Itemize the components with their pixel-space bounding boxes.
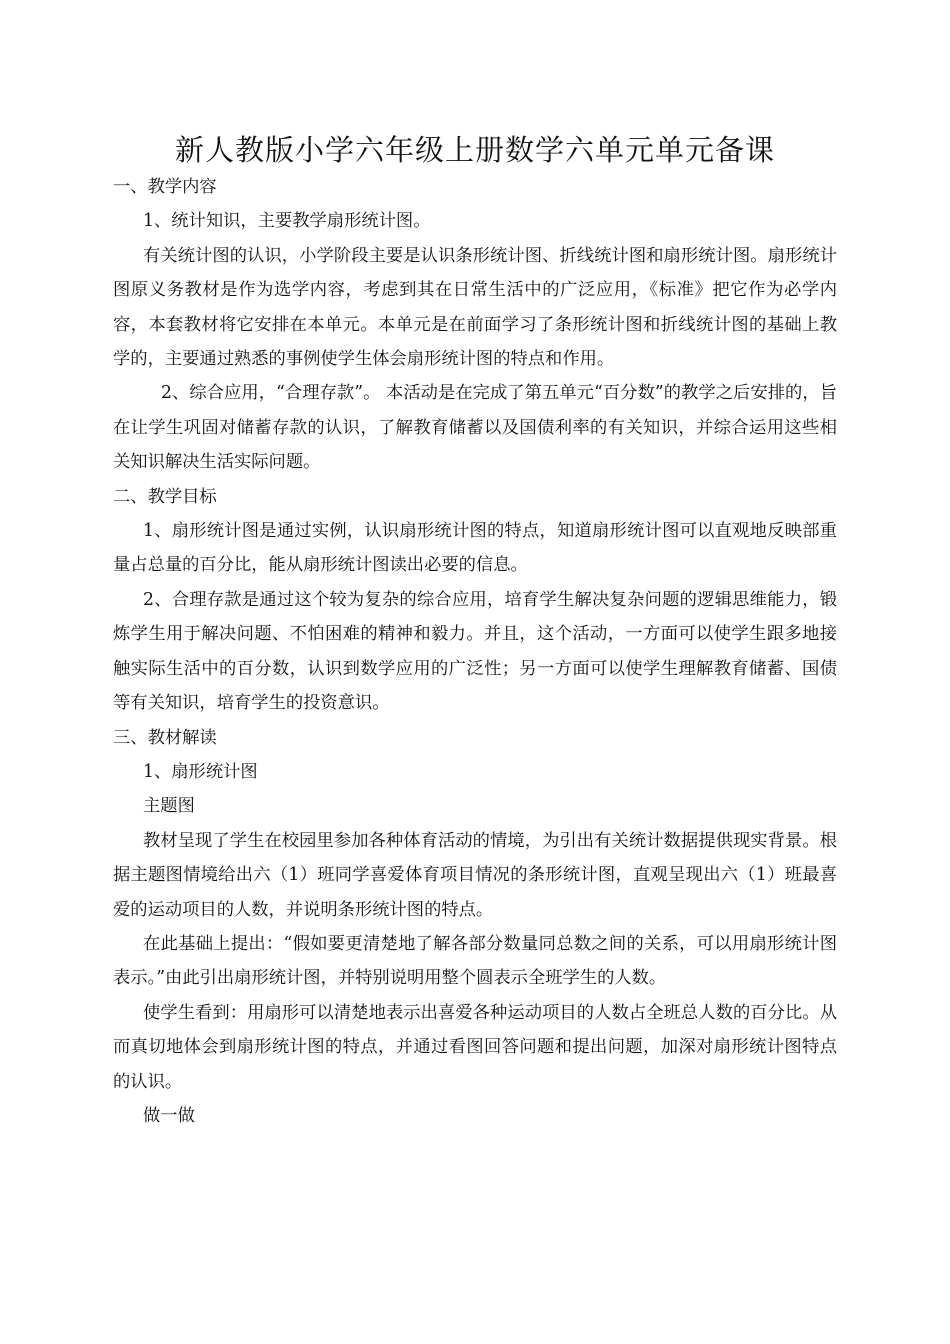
paragraph: 使学生看到：用扇形可以清楚地表示出喜爱各种运动项目的人数占全班总人数的百分比。从而真切地体会到扇形统计图的特点，并通过看图回答问题和提出问题，加深对扇形统计图特点的认识。 [113,1002,837,1092]
paragraph: 在此基础上提出：“假如要更清楚地了解各部分数量同总数之间的关系，可以用扇形统计图表示。”由此引出扇形统计图，并特别说明用整个圆表示全班学生的人数。 [113,933,837,989]
paragraph: 教材呈现了学生在校园里参加各种体育活动的情境，为引出有关统计数据提供现实背景。根据主题图情境给出六（1）班同学喜爱体育项目情况的条形统计图，直观呈现出六（1）班最喜爱的运动项目的人数，并说明条形统计图的特点。 [113,830,837,920]
paragraph: 2、综合应用，“合理存款”。 本活动是在完成了第五单元“百分数”的教学之后安排的，旨在让学生巩固对储蓄存款的认识，了解教育储蓄以及国债利率的有关知识，并综合运用这些相关知识解决生活实际问题。 [113,383,837,473]
paragraph: 1、统计知识，主要教学扇形统计图。 [143,211,431,232]
document-body [113,170,837,1133]
document-title: 新人教版小学六年级上册数学六单元单元备课 [174,133,775,167]
paragraph: 2、合理存款是通过这个较为复杂的综合应用，培育学生解决复杂问题的逻辑思维能力，锻炼学生用于解决问题、不怕困难的精神和毅力。并且，这个活动，一方面可以使学生跟多地接触实际生活中的百分数，认识到数学应用的广泛性；另一方面可以使学生理解教育储蓄、国债等有关知识，培育学生的投资意识。 [113,589,837,714]
section-heading: 三、教材解读 [113,727,217,748]
paragraph: 主题图 [143,796,195,817]
section-heading: 一、教学内容 [113,177,217,197]
section-heading: 二、教学目标 [113,486,217,507]
paragraph: 1、扇形统计图 [143,761,258,782]
paragraph: 有关统计图的认识，小学阶段主要是认识条形统计图、折线统计图和扇形统计图。扇形统计图原义务教材是作为选学内容，考虑到其在日常生活中的广泛应用，《标准》把它作为必学内容，本套教材将它安排在本单元。本单元是在前面学习了条形统计图和折线统计图的基础上教学的，主要通过熟悉的事例使学生体会扇形统计图的特点和作用。 [113,245,837,370]
paragraph: 做一做 [143,1105,195,1126]
paragraph: 1、扇形统计图是通过实例，认识扇形统计图的特点，知道扇形统计图可以直观地反映部重量占总量的百分比，能从扇形统计图读出必要的信息。 [113,521,837,576]
